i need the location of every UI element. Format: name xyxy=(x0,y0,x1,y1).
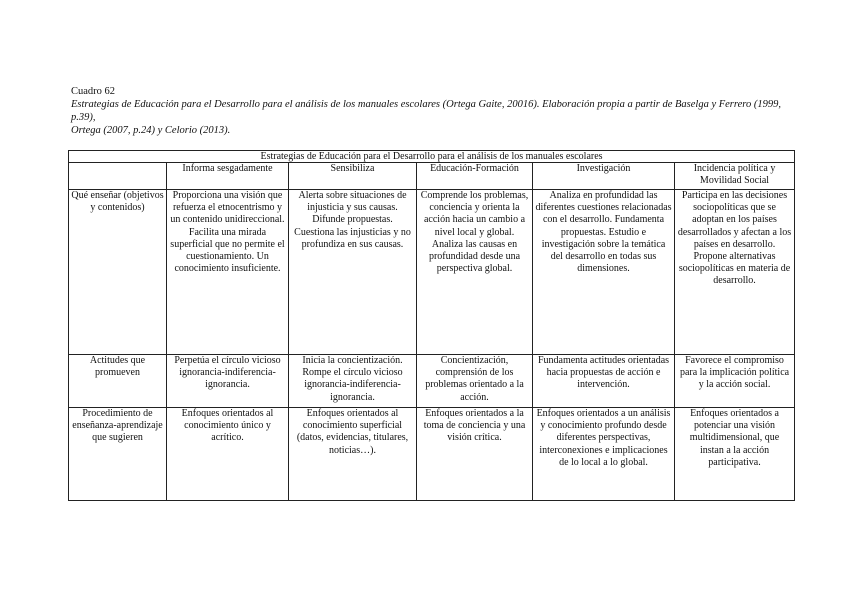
cell-actitudes-incidencia: Favorece el compromiso para la implicación política y la acción social. xyxy=(675,355,795,408)
header-investigacion: Investigación xyxy=(533,163,675,190)
table-row-actitudes xyxy=(69,355,795,408)
cell-actitudes-informa: Perpetúa el círculo vicioso ignorancia-indiferencia-ignorancia. xyxy=(167,355,289,408)
cell-procedimiento-educacion: Enfoques orientados a la toma de conciencia y una visión crítica. xyxy=(417,408,533,501)
cell-que-ensenar-sensibiliza: Alerta sobre situaciones de injusticia y sus causas. Difunde propuestas. Cuestiona las injusticias y no profundiza en sus causas. xyxy=(289,190,417,355)
header-cell-empty xyxy=(69,163,167,190)
cell-que-ensenar-informa: Proporciona una visión que refuerza el etnocentrismo y un contenido unidireccional. Facilita una mirada superficial que no permite el cuestionamiento. Un conocimiento insuficiente. xyxy=(167,190,289,355)
table-row-que-ensenar xyxy=(69,190,795,355)
table-row-procedimiento xyxy=(69,408,795,501)
row-label-procedimiento: Procedimiento de enseñanza-aprendizaje que sugieren xyxy=(69,408,167,501)
header-educacion-formacion: Educación-Formación xyxy=(417,163,533,190)
cell-actitudes-educacion: Concientización, comprensión de los problemas orientado a la acción. xyxy=(417,355,533,408)
row-label-que-ensenar: Qué enseñar (objetivos y contenidos) xyxy=(69,190,167,355)
header-informa-sesgadamente: Informa sesgadamente xyxy=(167,163,289,190)
header-sensibiliza: Sensibiliza xyxy=(289,163,417,190)
cell-actitudes-investigacion: Fundamenta actitudes orientadas hacia propuestas de acción e intervención. xyxy=(533,355,675,408)
cell-que-ensenar-investigacion: Analiza en profundidad las diferentes cuestiones relacionadas con el desarrollo. Fundamenta propuestas. Estudio e investigación sobre la temática del desarrollo en todas sus dimensiones. xyxy=(533,190,675,355)
cell-procedimiento-investigacion: Enfoques orientados a un análisis y conocimiento profundo desde diferentes perspectivas, interconexiones e implicaciones de lo local a lo global. xyxy=(533,408,675,501)
row-label-actitudes: Actitudes que promueven xyxy=(69,355,167,408)
caption-title-line-2: Ortega (2007, p.24) y Celorio (2013). xyxy=(71,125,231,136)
caption-label: Cuadro 62 xyxy=(71,86,116,97)
cell-procedimiento-informa: Enfoques orientados al conocimiento único y acrítico. xyxy=(167,408,289,501)
strategies-table xyxy=(68,150,795,501)
cell-actitudes-sensibiliza: Inicia la concientización. Rompe el círculo vicioso ignorancia-indiferencia-ignorancia. xyxy=(289,355,417,408)
table-title: Estrategias de Educación para el Desarrollo para el análisis de los manuales escolares xyxy=(69,151,795,163)
table-caption xyxy=(71,85,791,137)
header-row xyxy=(69,163,795,190)
cell-que-ensenar-incidencia: Participa en las decisiones sociopolíticas que se adoptan en los países desarrollados y afectan a los países en desarrollo. Propone alternativas sociopolíticas en materia de desarrollo. xyxy=(675,190,795,355)
header-incidencia-politica: Incidencia política y Movilidad Social xyxy=(675,163,795,190)
caption-title-line-1: Estrategias de Educación para el Desarrollo para el análisis de los manuales escolares (Ortega Gaite, 20016). Elaboración propia a partir de Baselga y Ferrero (1999, p.39), xyxy=(71,99,781,123)
cell-procedimiento-sensibiliza: Enfoques orientados al conocimiento superficial (datos, evidencias, titulares, noticias…). xyxy=(289,408,417,501)
cell-procedimiento-incidencia: Enfoques orientados a potenciar una visión multidimensional, que instan a la acción participativa. xyxy=(675,408,795,501)
cell-que-ensenar-educacion: Comprende los problemas, conciencia y orienta la acción hacia un cambio a nivel local y global. Analiza las causas en profundidad desde una perspectiva global. xyxy=(417,190,533,355)
